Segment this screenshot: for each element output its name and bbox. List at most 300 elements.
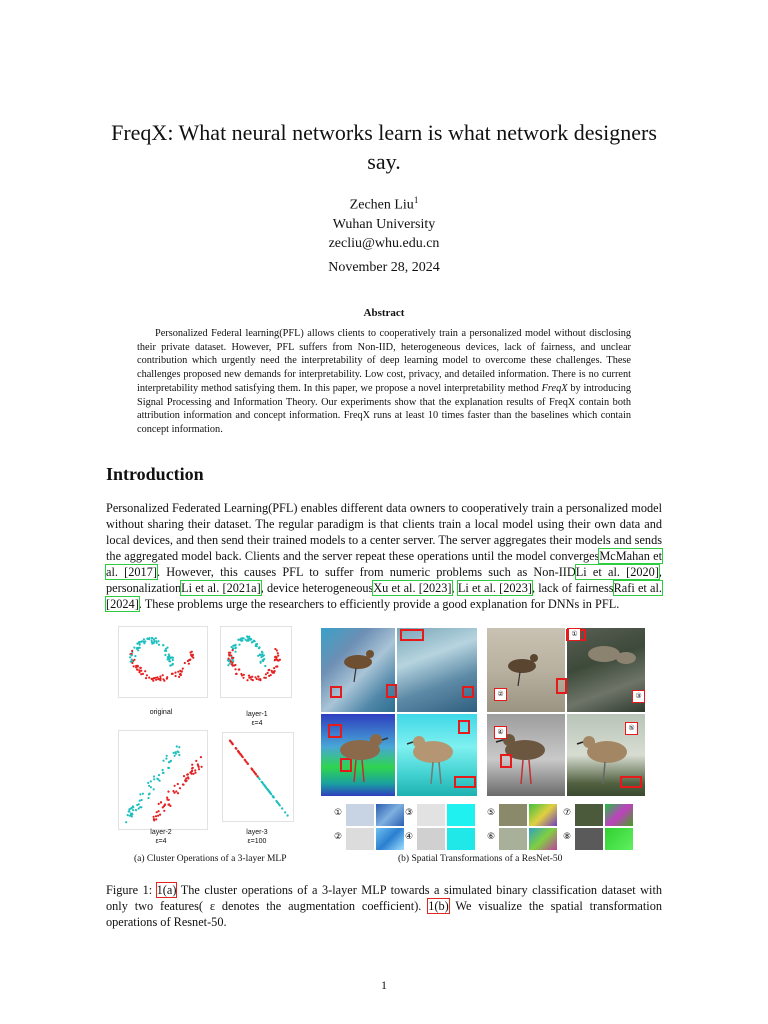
panel-label-sub: ε=4 (251, 720, 263, 727)
scatter-point (227, 664, 229, 666)
scatter-point (148, 785, 150, 787)
scatter-point (168, 660, 170, 662)
highlight-box (386, 684, 397, 698)
author-affiliation: Wuhan University (332, 216, 436, 232)
scatter-point (247, 640, 249, 642)
scatter-point (234, 647, 236, 649)
marker-1: ① (334, 808, 343, 818)
citation-link[interactable]: Li et al. [2021a] (181, 581, 261, 595)
scatter-point (144, 670, 146, 672)
scatter-point (135, 809, 137, 811)
scatter-point (146, 674, 148, 676)
scatter-point (166, 647, 168, 649)
subcaption-a: (a) Cluster Operations of a 3-layer MLP (134, 854, 287, 864)
scatter-point (273, 667, 275, 669)
scatter-point (131, 654, 133, 656)
scatter-plot-layer-1 (220, 626, 292, 698)
marker-3: ③ (632, 690, 645, 703)
scatter-point (131, 650, 133, 652)
scatter-point (175, 675, 177, 677)
intro-text: , lack of fairness (531, 581, 614, 595)
scatter-point (151, 678, 153, 680)
patch-tile (529, 828, 557, 850)
scatter-point (132, 809, 134, 811)
scatter-point (145, 677, 147, 679)
abstract-text-2: by introducing Signal Processing and Information Theory. Our experiments show that the explanation results of FreqX contain both attribution information and concept information. FreqX runs at least 10 times faster than the baselines which contain concept information. (137, 382, 631, 435)
scatter-point (235, 644, 237, 646)
scatter-point (275, 658, 277, 660)
marker-8: ⑧ (563, 832, 572, 842)
scatter-point (263, 654, 265, 656)
scatter-plot-original (118, 626, 208, 698)
scatter-point (178, 754, 180, 756)
marker-2: ② (494, 688, 507, 701)
scatter-point (233, 664, 235, 666)
scatter-point (173, 792, 175, 794)
scatter-point (228, 654, 230, 656)
scatter-point (155, 677, 157, 679)
scatter-point (273, 671, 275, 673)
caption-text: The cluster operations of a 3-layer MLP towards a simulated binary classification dataset with only two features( ε denotes the augmentation coefficient). (106, 883, 663, 913)
scatter-point (155, 637, 157, 639)
scatter-point (157, 778, 159, 780)
scatter-point (137, 665, 139, 667)
caption-label: Figure 1: (106, 883, 157, 897)
patch-tile (605, 828, 633, 850)
scatter-point (227, 658, 229, 660)
scatter-point (148, 637, 150, 639)
scatter-point (270, 792, 272, 794)
scatter-point (175, 790, 177, 792)
scatter-point (190, 654, 192, 656)
scatter-point (243, 674, 245, 676)
intro-text: , (451, 581, 458, 595)
scatter-point (231, 646, 233, 648)
scatter-point (250, 767, 252, 769)
scatter-point (138, 808, 140, 810)
scatter-point (139, 800, 141, 802)
scatter-point (188, 663, 190, 665)
scatter-point (271, 670, 273, 672)
scatter-point (139, 644, 141, 646)
scatter-point (244, 760, 246, 762)
scatter-point (182, 668, 184, 670)
paper-date: November 28, 2024 (328, 260, 440, 275)
scatter-point (268, 790, 270, 792)
scatter-point (141, 799, 143, 801)
scatter-point (177, 783, 179, 785)
scatter-point (192, 773, 194, 775)
scatter-point (172, 663, 174, 665)
scatter-point (267, 672, 269, 674)
scatter-point (137, 668, 139, 670)
scatter-point (162, 769, 164, 771)
scatter-point (153, 778, 155, 780)
scatter-point (257, 675, 259, 677)
bird-silhouette (405, 720, 469, 790)
scatter-point (265, 677, 267, 679)
scatter-point (195, 760, 197, 762)
scatter-point (185, 780, 187, 782)
scatter-point (254, 772, 256, 774)
scatter-point (131, 813, 133, 815)
scatter-point (184, 662, 186, 664)
scatter-point (238, 639, 240, 641)
scatter-point (194, 772, 196, 774)
scatter-point (159, 814, 161, 816)
scatter-point (125, 821, 127, 823)
scatter-point (200, 756, 202, 758)
scatter-point (172, 659, 174, 661)
scatter-point (194, 769, 196, 771)
scatter-point (256, 643, 258, 645)
scatter-point (136, 804, 138, 806)
scatter-point (186, 774, 188, 776)
scatter-point (187, 660, 189, 662)
scatter-point (158, 644, 160, 646)
scatter-point (169, 805, 171, 807)
scatter-point (134, 655, 136, 657)
scatter-point (153, 788, 155, 790)
caption-text: We visualize the spatial transformation operations of Resnet-50. (106, 899, 663, 929)
scatter-point (276, 665, 278, 667)
scatter-point (187, 777, 189, 779)
intro-text: , personalization (106, 565, 662, 595)
scatter-point (147, 797, 149, 799)
scatter-point (177, 792, 179, 794)
scatter-point (276, 801, 278, 803)
scatter-point (166, 799, 168, 801)
figure-ref-link[interactable]: 1(a) (156, 883, 177, 897)
scatter-point (131, 815, 133, 817)
scatter-point (248, 675, 250, 677)
scatter-point (131, 659, 133, 661)
figure-1 (0, 620, 768, 870)
scatter-point (236, 673, 238, 675)
abstract-text-1: Personalized Federal learning(PFL) allows clients to cooperatively train a personalized model without disclosing their private dataset. However, PFL suffers from Non-IID, heterogeneous devices, lack of fairness, and unclear contribution which urgently need the interpretability of deep learning model to overcome these challenges. These challenges proposed new demands for interpretability. Low cost, privacy, and detailed information. There is no current interpretability method satisfying them. In this paper, we propose a novel interpretability method (137, 328, 631, 394)
scatter-point (250, 638, 252, 640)
highlight-box (462, 686, 474, 698)
scatter-point (259, 778, 261, 780)
scatter-point (157, 815, 159, 817)
scatter-point (150, 786, 152, 788)
scatter-point (277, 655, 279, 657)
scatter-point (163, 805, 165, 807)
citation-link[interactable]: Li et al. [2023] (457, 581, 532, 595)
scatter-point (264, 665, 266, 667)
scatter-point (139, 793, 141, 795)
scatter-point (192, 767, 194, 769)
patch-tile (447, 804, 475, 826)
marker-6: ⑥ (487, 832, 496, 842)
panel-label-layer-2 (128, 828, 194, 846)
scatter-point (170, 664, 172, 666)
scatter-point (255, 645, 257, 647)
scatter-point (164, 654, 166, 656)
scatter-point (183, 775, 185, 777)
figure-ref-link[interactable]: 1(b) (428, 899, 449, 913)
scatter-point (166, 755, 168, 757)
bird-silhouette (500, 642, 550, 692)
scatter-point (132, 806, 134, 808)
scatter-point (162, 674, 164, 676)
highlight-box (620, 776, 642, 788)
scatter-point (265, 786, 267, 788)
scatter-point (201, 766, 203, 768)
panel-label-sub: ε=100 (247, 838, 267, 845)
author-superscript: 1 (413, 195, 419, 205)
scatter-point (138, 671, 140, 673)
scatter-point (240, 639, 242, 641)
scatter-point (162, 760, 164, 762)
scatter-point (191, 773, 193, 775)
scatter-point (175, 751, 177, 753)
scatter-point (162, 772, 164, 774)
panel-label-layer-1 (222, 710, 292, 728)
marker-4: ④ (405, 832, 414, 842)
scatter-point (167, 791, 169, 793)
scatter-point (140, 670, 142, 672)
patch-tile (605, 804, 633, 826)
scatter-point (276, 656, 278, 658)
scatter-point (167, 767, 169, 769)
citation-link[interactable]: Xu et al. [2023] (373, 581, 452, 595)
scatter-point (173, 752, 175, 754)
scatter-point (153, 818, 155, 820)
abstract-method-name: FreqX (541, 382, 568, 394)
subcaption-b: (b) Spatial Transformations of a ResNet-50 (398, 854, 563, 864)
scatter-point (242, 677, 244, 679)
scatter-point (241, 637, 243, 639)
scatter-point (155, 818, 157, 820)
panel-label-layer-3 (222, 828, 292, 846)
scatter-point (238, 752, 240, 754)
panel-label-text: layer-2 (150, 829, 172, 836)
introduction-paragraph (106, 500, 662, 612)
bird-silhouette (580, 634, 640, 674)
marker-5: ⑤ (487, 808, 496, 818)
scatter-point (248, 677, 250, 679)
scatter-point (164, 650, 166, 652)
panel-label-text: layer-3 (246, 829, 268, 836)
patch-tile (346, 828, 374, 850)
scatter-point (140, 667, 142, 669)
intro-text: Personalized Federated Learning(PFL) enables different data owners to cooperatively train a personalized model without sharing their dataset. The regular paradigm is that clients train a local model using their own data and local devices, and then send their trained models to a center server. The server aggregates their models and sends the aggregated model back. Clients and the server repeat these operations until the model converges (106, 501, 662, 563)
patch-tile (376, 828, 404, 850)
scatter-point (276, 649, 278, 651)
scatter-point (151, 637, 153, 639)
scatter-point (260, 661, 262, 663)
marker-7: ⑦ (563, 808, 572, 818)
scatter-point (281, 807, 283, 809)
introduction-heading: Introduction (106, 464, 204, 484)
bird-silhouette (336, 638, 386, 688)
intro-text: , device heterogeneous (260, 581, 374, 595)
scatter-point (191, 764, 193, 766)
scatter-point (238, 644, 240, 646)
scatter-point (159, 675, 161, 677)
scatter-point (169, 760, 171, 762)
patch-tile (447, 828, 475, 850)
marker-5: ⑤ (625, 722, 638, 735)
author-email: zecliu@whu.edu.cn (328, 235, 440, 251)
scatter-point (189, 659, 191, 661)
marker-4: ④ (494, 726, 507, 739)
scatter-point (128, 810, 130, 812)
highlight-box (556, 678, 567, 694)
scatter-point (153, 816, 155, 818)
scatter-point (284, 811, 286, 813)
scatter-point (268, 669, 270, 671)
scatter-point (168, 653, 170, 655)
scatter-point (153, 775, 155, 777)
scatter-point (136, 643, 138, 645)
scatter-point (246, 679, 248, 681)
scatter-point (256, 678, 258, 680)
intro-text: . These problems urge the researchers to efficiently provide a good explanation for DNNs in PFL. (138, 597, 620, 611)
scatter-point (150, 780, 152, 782)
patch-tile (376, 804, 404, 826)
bird-silhouette (330, 720, 390, 790)
scatter-point (168, 657, 170, 659)
scatter-point (231, 663, 233, 665)
scatter-point (171, 673, 173, 675)
scatter-point (133, 647, 135, 649)
scatter-point (246, 635, 248, 637)
scatter-point (127, 814, 129, 816)
scatter-point (198, 768, 200, 770)
scatter-point (149, 793, 151, 795)
scatter-point (263, 784, 265, 786)
scatter-point (163, 680, 165, 682)
scatter-point (191, 651, 193, 653)
scatter-point (141, 640, 143, 642)
scatter-point (229, 652, 231, 654)
scatter-point (232, 657, 234, 659)
citation-link[interactable]: Li et al. [2020] (575, 565, 659, 579)
scatter-point (251, 676, 253, 678)
abstract-heading: Abstract (363, 307, 405, 319)
scatter-point (238, 668, 240, 670)
scatter-point (160, 677, 162, 679)
scatter-point (131, 662, 133, 664)
scatter-point (287, 814, 289, 816)
scatter-point (185, 777, 187, 779)
scatter-point (136, 647, 138, 649)
scatter-point (265, 673, 267, 675)
highlight-box (400, 629, 424, 641)
scatter-point (178, 676, 180, 678)
scatter-point (258, 647, 260, 649)
patch-tile (575, 828, 603, 850)
scatter-point (263, 658, 265, 660)
scatter-point (229, 662, 231, 664)
scatter-point (158, 774, 160, 776)
scatter-point (252, 641, 254, 643)
scatter-point (279, 659, 281, 661)
scatter-point (174, 672, 176, 674)
figure-caption (106, 882, 662, 930)
scatter-point (155, 815, 157, 817)
scatter-point (156, 642, 158, 644)
scatter-plot-layer-2 (118, 730, 208, 830)
scatter-point (241, 674, 243, 676)
panel-label-sub: ε=4 (155, 838, 167, 845)
scatter-point (182, 783, 184, 785)
scatter-point (178, 746, 180, 748)
scatter-point (197, 765, 199, 767)
citation-link[interactable]: Rafi et al. [2024] (106, 581, 662, 611)
scatter-point (234, 668, 236, 670)
scatter-point (180, 674, 182, 676)
scatter-point (166, 797, 168, 799)
scatter-point (247, 763, 249, 765)
scatter-point (277, 652, 279, 654)
panel-label-original (128, 708, 194, 717)
patch-tile (499, 804, 527, 826)
scatter-point (174, 755, 176, 757)
scatter-point (278, 803, 280, 805)
scatter-point (177, 671, 179, 673)
intro-text: . However, this causes PFL to suffer from numeric problems such as Non-IID (156, 565, 576, 579)
scatter-point (241, 755, 243, 757)
patch-tile (529, 804, 557, 826)
scatter-point (256, 775, 258, 777)
scatter-point (177, 751, 179, 753)
marker-1: ① (568, 628, 581, 641)
scatter-point (165, 758, 167, 760)
scatter-point (142, 673, 144, 675)
patch-tile (499, 828, 527, 850)
scatter-point (160, 801, 162, 803)
patch-tile (417, 828, 445, 850)
scatter-point (157, 640, 159, 642)
scatter-point (258, 678, 260, 680)
scatter-point (270, 674, 272, 676)
scatter-point (153, 642, 155, 644)
scatter-point (156, 811, 158, 813)
scatter-point (129, 656, 131, 658)
scatter-plot-layer-3 (222, 732, 294, 822)
page-number: 1 (381, 978, 387, 992)
scatter-point (176, 745, 178, 747)
scatter-point (162, 644, 164, 646)
panel-label-text: original (149, 709, 173, 716)
scatter-point (158, 803, 160, 805)
scatter-point (232, 649, 234, 651)
scatter-point (143, 638, 145, 640)
scatter-point (179, 787, 181, 789)
panel-label-text: layer-1 (246, 711, 268, 718)
marker-3: ③ (405, 808, 414, 818)
patch-tile (575, 804, 603, 826)
scatter-point (142, 793, 144, 795)
scatter-point (166, 678, 168, 680)
author-block (0, 191, 768, 253)
scatter-point (151, 641, 153, 643)
citation-link[interactable]: McMahan et al. [2017] (106, 549, 662, 579)
scatter-point (174, 785, 176, 787)
scatter-point (191, 770, 193, 772)
scatter-point (273, 796, 275, 798)
paper-title: FreqX: What neural networks learn is what network designers say. (111, 120, 657, 174)
scatter-point (133, 665, 135, 667)
scatter-point (230, 741, 232, 743)
scatter-point (261, 781, 263, 783)
scatter-point (259, 654, 261, 656)
scatter-point (147, 782, 149, 784)
scatter-point (261, 652, 263, 654)
